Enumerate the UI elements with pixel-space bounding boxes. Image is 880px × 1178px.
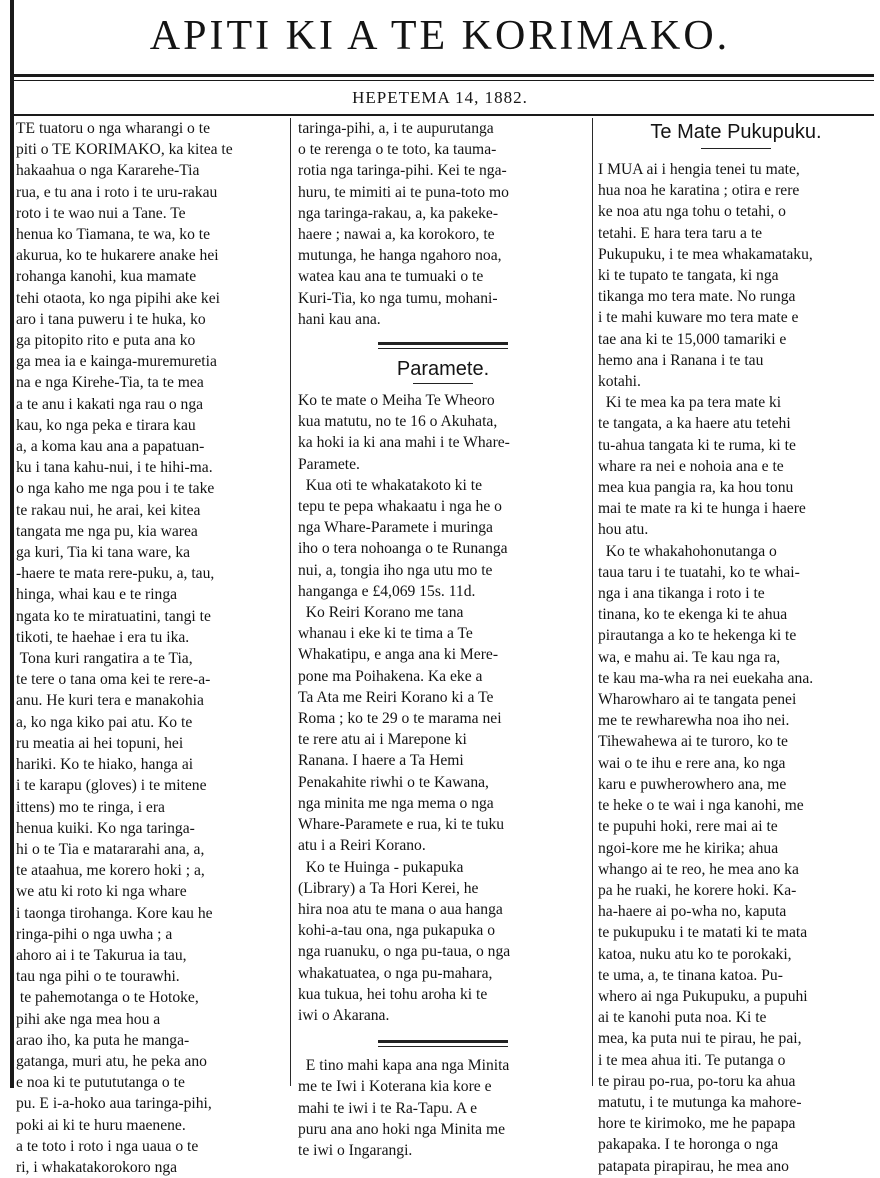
text-line: arao iho, ka puta he manga- <box>16 1031 190 1049</box>
text-line: tikoti, te haehae i era tu ika. <box>16 628 190 646</box>
text-line: te pukupuku i te matati ki te mata <box>598 924 808 942</box>
text-line: roto i te wao nui a Tane. Te <box>16 204 186 222</box>
text-line: hani kau ana. <box>298 310 381 328</box>
text-line: kua matutu, no te 16 o Akuhata, <box>298 413 498 431</box>
text-line: hou atu. <box>598 521 649 539</box>
text-line: te ataahua, me korero hoki ; a, <box>16 862 205 880</box>
text-line: Ki te mea ka pa tera mate ki <box>598 394 782 412</box>
text-line: iho o tera nohoanga o te Runanga <box>298 540 508 558</box>
section-divider <box>378 1040 508 1047</box>
text-line: Pukupuku, i te mea whakamataku, <box>598 245 813 263</box>
text-line: hemo ana i Ranana i te tau <box>598 351 764 369</box>
text-line: te uma, a, te tinana katoa. Pu- <box>598 966 783 984</box>
text-line: ngoi-kore me he kirika; ahua <box>598 839 779 857</box>
text-line: hanganga e £4,069 15s. 11d. <box>298 582 476 600</box>
text-line: nga i ana tikanga i roto i te <box>598 585 765 603</box>
text-line: a te toto i roto i nga uaua o te <box>16 1137 199 1155</box>
dateline: HEPETEMA 14, 1882. <box>352 88 528 107</box>
text-line: ahoro ai i te Takurua ia tau, <box>16 946 187 964</box>
text-line: E tino mahi kapa ana nga Minita <box>298 1057 510 1075</box>
text-line: TE tuatoru o nga wharangi o te <box>16 120 210 137</box>
section-heading-paramete: Paramete. <box>396 358 490 381</box>
text-line: Tihewahewa ai te turoro, ko te <box>598 733 788 751</box>
text-line: te kau ma-wha ra nei euekaha ana. <box>598 669 814 687</box>
text-line: atu i a Reiri Korano. <box>298 837 426 855</box>
text-line: tepu te pepa whakaatu i nga he o <box>298 498 502 516</box>
column-2 <box>298 118 588 1159</box>
text-line: tetahi. E hara tera taru a te <box>598 224 763 242</box>
text-line: nga taringa-rakau, a, ka pakeke- <box>298 204 499 222</box>
text-line: wai o te ihu e rere ana, ko nga <box>598 754 786 772</box>
text-line: pu. E i-a-hoko aua taringa-pihi, <box>16 1095 212 1113</box>
text-line: whero ai nga Pukupuku, a pupuhi <box>598 987 808 1005</box>
text-line: te pupuhi hoki, rere mai ai te <box>598 818 778 836</box>
column-2-body <box>298 390 588 1026</box>
text-line: akurua, ko te hukarere anake hei <box>16 247 219 265</box>
text-line: tehi otaota, ko nga pipihi ake kei <box>16 289 220 307</box>
text-line: pone ma Poihakena. Ka eke a <box>298 667 483 685</box>
section-divider <box>378 342 508 349</box>
page-edge-shadow <box>10 0 14 1088</box>
text-line: i te karapu (gloves) i te mitene <box>16 777 207 795</box>
text-line: -haere te mata rere-puku, a, tau, <box>16 565 215 583</box>
text-line: matutu, i te mutunga ka mahore- <box>598 1093 802 1111</box>
text-line: ga pitopito rito e puta ana ko <box>16 332 196 350</box>
text-line: te pahemotanga o te Hotoke, <box>16 989 199 1007</box>
text-line: Penakahite riwhi o te Kawana, <box>298 773 489 791</box>
text-line: hakaahua o nga Kararehe-Tia <box>16 162 200 180</box>
text-line: anu. He kuri tera e manakohia <box>16 692 204 710</box>
text-line: tangata me nga pu, kia warea <box>16 522 198 540</box>
column-1 <box>16 118 282 1176</box>
text-line: Roma ; ko te 29 o te marama nei <box>298 710 502 728</box>
section-heading-te-mate-pukupuku: Te Mate Pukupuku. <box>650 121 822 143</box>
text-line: ri, i whakatakorokoro nga <box>16 1158 178 1176</box>
text-line: aro i tana puweru i te huka, ko <box>16 310 206 328</box>
text-line: ki te tupato te tangata, ki nga <box>598 267 779 285</box>
text-line: te rakau nui, he arai, kei kitea <box>16 501 201 519</box>
text-line: a, ko nga kiko pai atu. Ko te <box>16 713 193 731</box>
text-line: mutunga, he hanga ngahoro noa, <box>298 247 502 265</box>
column-divider-2 <box>592 118 593 1086</box>
text-line: katoa, nuku atu ko te porokaki, <box>598 945 792 963</box>
text-line: rotia nga taringa-pihi. Kei te nga- <box>298 162 507 180</box>
text-line: ngata ko te miratuatini, tangi te <box>16 607 211 625</box>
text-line: kua tukua, hei tohu aroha ki te <box>298 985 488 1003</box>
text-line: whare ra nei e nohoia ana e te <box>598 457 784 475</box>
text-line: te tangata, a ka haere atu tetehi <box>598 415 791 433</box>
text-line: te tere o tana oma kei te rere-a- <box>16 671 211 689</box>
text-line: me te Iwi i Koterana kia kore e <box>298 1078 492 1096</box>
text-line: hua noa he karatina ; otira e rere <box>598 182 800 200</box>
text-line: Whare-Paramete e rua, ki te tuku <box>298 816 505 834</box>
text-line: watea kau ana te tumuaki o te <box>298 268 484 286</box>
text-line: Ko Reiri Korano me tana <box>298 604 464 622</box>
text-line: whanau i eke ki te tima a Te <box>298 625 473 643</box>
text-line: (Library) a Ta Hori Kerei, he <box>298 879 479 897</box>
text-line: rohanga kanohi, kua mamate <box>16 268 197 286</box>
text-line: henua kuiki. Ko nga taringa- <box>16 819 195 837</box>
masthead-title: APITI KI A TE KORIMAKO. <box>149 13 731 59</box>
column-divider-1 <box>290 118 291 1086</box>
dateline-rule <box>14 114 874 116</box>
text-line: Ta Ata me Reiri Korano ki a Te <box>298 688 494 706</box>
text-line: Wharowharo ai te tangata penei <box>598 691 797 709</box>
text-line: Tona kuri rangatira a te Tia, <box>16 650 193 668</box>
text-line: a te anu i kakati nga rau o nga <box>16 395 204 413</box>
masthead-rule-thick <box>14 74 874 77</box>
text-line: mea kua pangia ra, ka hou tonu <box>598 479 794 497</box>
text-line: kohi-a-tau ona, nga pukapuka o <box>298 922 496 940</box>
text-line: Ko te mate o Meiha Te Wheoro <box>298 392 495 410</box>
text-line: ke noa atu nga tohu o tetahi, o <box>598 203 786 221</box>
text-line: pirautanga a ko te hekenga ki te <box>598 627 797 645</box>
text-line: whango ai te reo, he mea ano ka <box>598 860 799 878</box>
text-line: tinana, ko te ekenga ki te ahua <box>598 606 788 624</box>
text-line: i te mea ahua iti. Te putanga o <box>598 1051 786 1069</box>
column-2-intro <box>298 118 588 330</box>
text-line: te pirau po-rua, po-toru ka ahua <box>598 1072 796 1090</box>
masthead-rule-thin <box>14 80 874 81</box>
text-line: Ko te whakahohonutanga o <box>598 542 777 560</box>
text-line: o te rerenga o te toto, ka tauma- <box>298 141 497 159</box>
column-2-tail <box>298 1055 588 1161</box>
text-line: nui, a, tongia iho nga utu mo te <box>298 561 493 579</box>
text-line: ringa-pihi o nga uwha ; a <box>16 925 173 943</box>
text-line: o nga kaho me nga pou i te take <box>16 480 215 498</box>
text-line: Kuri-Tia, ko nga tumu, mohani- <box>298 289 498 307</box>
text-line: tae ana ki te 15,000 tamariki e <box>598 330 787 348</box>
text-line: nga ruanuku, o nga pu-taua, o nga <box>298 943 511 961</box>
text-line: ha-haere ai po-wha no, kaputa <box>598 903 787 921</box>
text-line: nga minita me nga mema o nga <box>298 794 494 812</box>
text-line: tu-ahua tangata ki te ruma, ki te <box>598 436 796 454</box>
text-line: me te rewharewha noa iho nei. <box>598 712 790 730</box>
text-line: pakapaka. I te horonga o nga <box>598 1136 779 1154</box>
text-line: ga kuri, Tia ki tana ware, ka <box>16 544 191 562</box>
text-line: wa, e mahu ai. Te kau nga ra, <box>598 648 781 666</box>
text-line: nga Whare-Paramete i muringa <box>298 519 493 537</box>
text-line: ka hoki ia ki ana mahi i te Whare- <box>298 434 510 452</box>
text-line: ga mea ia e kainga-muremuretia <box>16 353 217 371</box>
text-line: i taonga tirohanga. Kore kau he <box>16 904 213 922</box>
text-line: tikanga mo tera mate. No runga <box>598 288 796 306</box>
text-line: kotahi. <box>598 373 641 391</box>
text-line: ittens) mo te ringa, i era <box>16 798 165 816</box>
text-line: haere ; nawai a, ka korokoro, te <box>298 226 495 244</box>
text-line: Ko te Huinga - pukapuka <box>298 858 464 876</box>
text-line: hira noa atu te mana o aua hanga <box>298 900 503 918</box>
text-line: we atu ki roto ki nga whare <box>16 883 187 901</box>
text-line: mai te mate ra ki te hunga i haere <box>598 500 806 518</box>
text-line: ru meatia ai hei topuni, hei <box>16 734 184 752</box>
text-line: kau, ko nga peka e tirara kau <box>16 416 196 434</box>
text-line: e noa ki te putututanga o te <box>16 1074 185 1092</box>
text-line: pa he ruaki, he korere hoki. Ka- <box>598 881 797 899</box>
text-line: piti o TE KORIMAKO, ka kitea te <box>16 141 233 159</box>
text-line: na e nga Kirehe-Tia, ta te mea <box>16 374 204 392</box>
text-line: huru, te mimiti ai te puna-toto mo <box>298 183 509 201</box>
text-line: henua ko Tiamana, te wa, ko te <box>16 226 211 244</box>
text-line: whakatuatea, o nga pu-mahara, <box>298 964 493 982</box>
text-line: taringa-pihi, a, i te aupurutanga <box>298 120 494 137</box>
text-line: mahi te iwi i te Ra-Tapu. A e <box>298 1099 478 1117</box>
text-line: puru ana ano hoki nga Minita me <box>298 1120 505 1138</box>
column-3-body <box>598 159 874 1177</box>
text-line: patapata pirapirau, he mea ano <box>598 1157 789 1175</box>
text-line: hi o te Tia e matararahi ana, a, <box>16 840 205 858</box>
text-line: tau nga pihi o te tourawhi. <box>16 968 180 986</box>
text-line: pihi ake nga mea hou a <box>16 1010 161 1028</box>
text-line: I MUA ai i hengia tenei tu mate, <box>598 161 800 178</box>
column-3 <box>598 118 874 1175</box>
text-line: iwi o Akarana. <box>298 1006 390 1024</box>
text-line: te iwi o Ingarangi. <box>298 1141 413 1159</box>
text-line: gatanga, muri atu, he peka ano <box>16 1052 207 1070</box>
text-line: a, a koma kau ana a papatuan- <box>16 438 205 456</box>
text-line: hinga, whai kau e te ringa <box>16 586 178 604</box>
text-line: Whakatipu, e anga ana ki Mere- <box>298 646 499 664</box>
text-line: poki ai ki te huru maenene. <box>16 1116 186 1134</box>
text-line: ai te kanohi puta noa. Ki te <box>598 1009 767 1027</box>
text-line: mea, ka puta nui te pirau, he pai, <box>598 1030 802 1048</box>
text-line: hariki. Ko te hiako, hanga ai <box>16 756 194 774</box>
text-line: taua taru i te tuatahi, ko te whai- <box>598 563 800 581</box>
text-line: Ranana. I haere a Ta Hemi <box>298 752 464 770</box>
text-line: ku i tana kahu-nui, i te hihi-ma. <box>16 459 213 477</box>
text-line: Paramete. <box>298 455 360 473</box>
text-line: hore te kirimoko, me he papapa <box>598 1115 796 1133</box>
text-line: rua, e tu ana i roto i te uru-rakau <box>16 183 218 201</box>
text-line: Kua oti te whakatakoto ki te <box>298 476 483 494</box>
text-line: karu e puwherowhero ana, me <box>598 775 787 793</box>
text-line: te rere atu ai i Marepone ki <box>298 731 467 749</box>
text-line: te heke o te wai i nga kanohi, me <box>598 797 804 815</box>
text-line: i te mahi kuware mo tera mate e <box>598 309 799 327</box>
